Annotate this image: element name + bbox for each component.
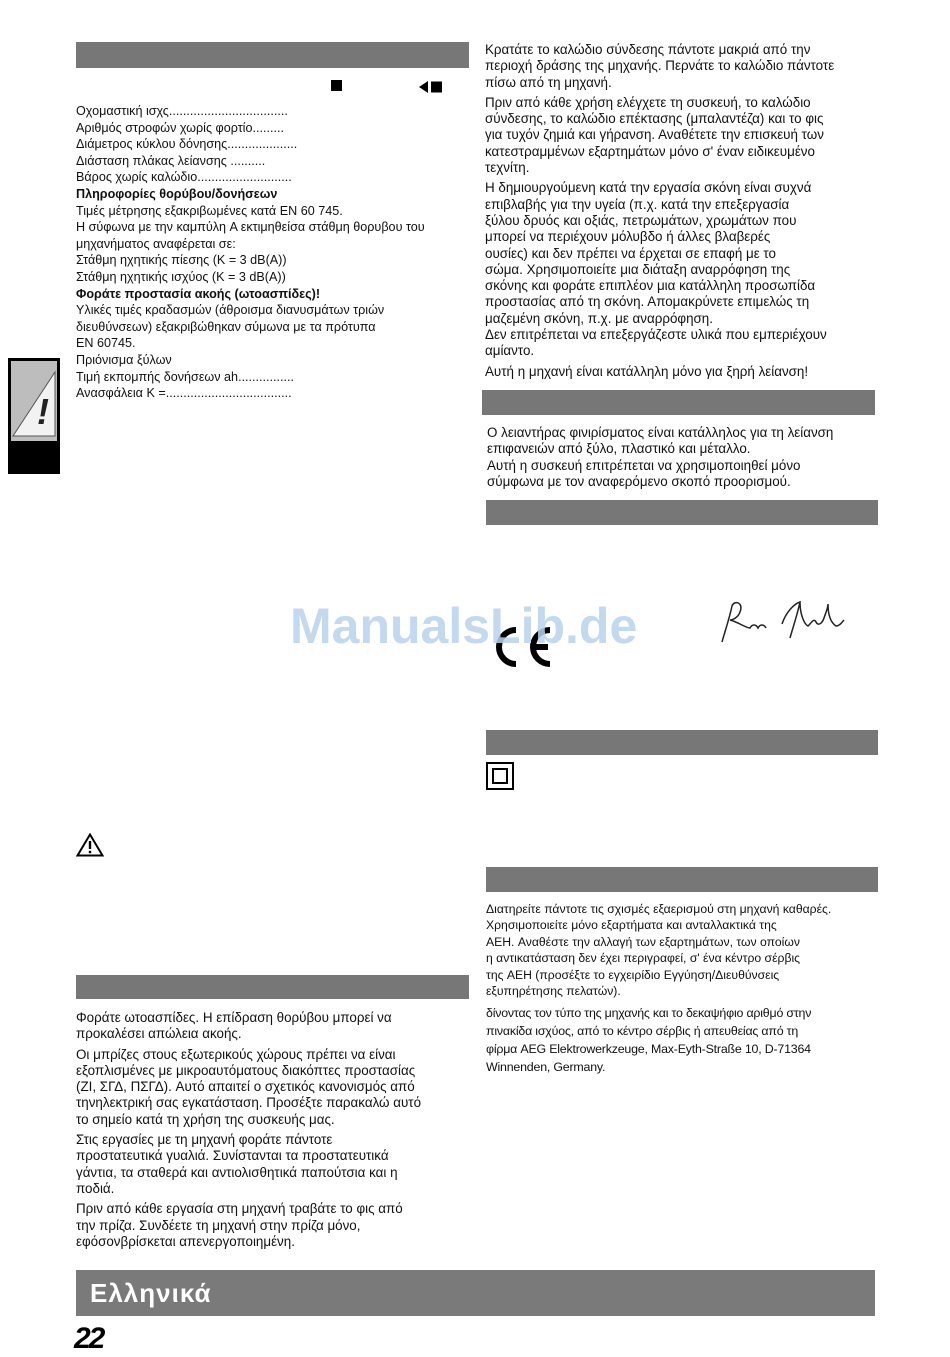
text-line: τηνηλεκτρική σας εγκατάσταση. Προσέξτε παρακαλώ αυτό — [76, 1095, 422, 1111]
text-line: πινακίδα ισχύος, από το κέντρο σέρβις ή απευθείας από τη — [486, 1024, 799, 1038]
spec-line: Διάσταση πλάκας λείανσης .......... — [76, 153, 266, 168]
symbols-header-bar — [486, 730, 878, 755]
text-line: προστασίας από τη σκόνη. Απομακρύνετε επιμελώς τη — [485, 294, 810, 310]
spec-line: Αριθμός στροφών χωρίς φορτίο......... — [76, 120, 284, 135]
text-line: κατεστραμμένων εξαρτημάτων μόνο σ' έναν ειδικευμένο — [485, 143, 815, 159]
text-line: Στις εργασίες με τη μηχανή φοράτε πάντοτε — [76, 1132, 333, 1148]
text-line: Αυτή η συσκευή επιτρέπεται να χρησιμοποιηθεί μόνο — [487, 457, 801, 473]
text-line: εφόσονβρίσκεται απενεργοποιημένη. — [76, 1233, 295, 1249]
text-line: σύνδεσης, το καλώδιο επέκτασης (μπαλαντέζα) και το φις — [485, 111, 824, 127]
text-line: μπορεί να περιέχουν μόλυβδο ή άλλες βλαβερές — [485, 229, 771, 245]
signature-icon — [716, 598, 846, 653]
text-line: σύμφωνα με τον αναφερόμενο σκοπό προορισμού. — [487, 473, 791, 489]
text-line: περιοχή δράσης της μηχανής. Περνάτε το καλώδιο πάντοτε — [485, 58, 835, 74]
text-line: ξύλου δρυός και οξιάς, πετρωμάτων, χρωμάτων που — [485, 212, 797, 228]
text-line: σκόνης και φοράτε επιπλέον μια κατάλληλη προσωπίδα — [485, 278, 816, 294]
vibration-line: Πριόνισμα ξύλων — [76, 352, 172, 367]
text-line: επιβλαβής για την υγεία (π.χ. κατά την επεξεργασία — [485, 196, 790, 212]
vibration-line: διευθύνσεων) εξακριβώθηκαν σύμωνα με τα πρότυπα — [76, 319, 376, 334]
text-line: εξυπηρέτησης πελατών). — [486, 984, 621, 999]
page-number: 22 — [74, 1322, 104, 1355]
text-line: Πριν από κάθε εργασία στη μηχανή τραβάτε το φις από — [76, 1201, 403, 1217]
text-line: Ο λειαντήρας φινιρίσματος είναι κατάλληλος για τη λείανση — [487, 425, 834, 440]
conformity-header-bar — [486, 500, 878, 525]
text-line: γάντια, τα σταθερά και αντιολισθητικά παπούτσια και η — [76, 1164, 398, 1180]
safety-paragraph — [76, 1132, 476, 1197]
text-line: προστατευτικά γυαλιά. Συνίστανται τα προστατευτικά — [76, 1148, 389, 1164]
text-line: (ZI, ΣΓΔ, ΠΣΓΔ). Αυτό απαιτεί ο σχετικός κανονισμός από — [76, 1079, 415, 1095]
language-label: Ελληνικά — [90, 1278, 212, 1308]
text-line: ουσίες) και δεν πρέπει να έρχεται σε επαφή με το — [485, 245, 776, 261]
tech-data-header-bar — [76, 42, 469, 68]
text-line: την πρίζα. Συνδέετε τη μηχανή στην πρίζα μόνο, — [76, 1217, 361, 1233]
noise-line: Η σύφωνα με την καμπύλη A εκτιμηθείσα στάθμη θορυβου του — [76, 220, 425, 235]
warning-triangle-icon — [76, 833, 104, 862]
text-line: της AEH (προσέξτε το εγχειρίδιο Εγγύηση/Διευθύνσεις — [486, 967, 780, 982]
safety-header-bar — [76, 975, 469, 999]
text-line: μαζεμένη σκόνη, π.χ. με αναρρόφηση. — [485, 310, 713, 326]
language-footer-bar — [76, 1270, 875, 1316]
double-square-icon — [486, 762, 514, 795]
text-line: η αντικατάσταση δεν έχει περιγραφεί, σ' ένα κέντρο σέρβις — [486, 951, 801, 966]
vibration-line: EN 60745. — [76, 336, 136, 351]
text-line: Πριν από κάθε χρήση ελέγχετε τη συσκευή, το καλώδιο — [485, 94, 811, 110]
noise-line: Στάθμη ηχητικής πίεσης (K = 3 dB(A)) — [76, 253, 287, 268]
text-line: Αυτή η μηχανή είναι κατάλληλη μόνο για ξηρή λείανση! — [485, 363, 809, 379]
text-line: σώμα. Χρησιμοποιείτε μια διάταξη αναρρόφηση της — [485, 261, 791, 277]
watermark: ManualsLib.de — [290, 598, 638, 654]
text-line: τεχνίτη. — [485, 160, 530, 176]
square-filled-icon — [331, 80, 342, 91]
vibration-line: Τιμή εκπομπής δονήσεων ah................ — [76, 369, 295, 384]
text-line: φίρμα AEG Elektrowerkzeuge, Max-Eyth-Straße 10, D-71364 — [486, 1042, 811, 1056]
spec-line: Διάμετρος κύκλου δόνησης.................... — [76, 137, 298, 152]
noise-heading: Πληροφορίες θορύβου/δονήσεων — [76, 186, 278, 201]
maintenance-text — [486, 901, 896, 999]
spec-list — [76, 103, 425, 402]
svg-text:!: ! — [37, 391, 49, 432]
text-line: Διατηρείτε πάντοτε τις σχισμές εξαερισμού στη μηχανή καθαρές. — [486, 902, 832, 916]
safety-paragraph — [485, 364, 885, 380]
text-line: Δεν επιτρέπεται να επεξεργάζεστε υλικά που εμπεριέχουν — [485, 327, 827, 343]
vibration-line: Ανασφάλεια K =.................................... — [76, 386, 292, 401]
safety-paragraph — [76, 1201, 476, 1250]
text-line: το σημείο κατά τη χρήση της συσκευής μας. — [76, 1111, 335, 1127]
noise-line: μηχανήματος αναφέρεται σε: — [76, 236, 236, 251]
text-line: αμίαντο. — [485, 343, 535, 359]
ear-protection-heading: Φοράτε προστασία ακοής (ωτοασπίδες)! — [76, 286, 321, 301]
maintenance-header-bar — [486, 867, 878, 892]
usage-text — [487, 425, 887, 490]
arrow-square-icon — [419, 80, 447, 98]
text-line: επιφανειών από ξύλο, πλαστικό και μέταλλο. — [487, 441, 751, 457]
text-line: Οι μπρίζες στους εξωτερικούς χώρους πρέπει να είναι — [76, 1046, 396, 1062]
spec-line: Οχομαστική ισχς.................................. — [76, 104, 288, 118]
text-line: AEH. Αναθέστε την αλλαγή των εξαρτημάτων, των οποίων — [486, 934, 800, 949]
text-line: Χρησιμοποιείτε μόνο εξαρτήματα και ανταλλακτικά της — [486, 918, 777, 933]
text-line: Φοράτε ωτοασπίδες. Η επίδραση θορύβου μπορεί να — [76, 1010, 392, 1025]
noise-line: Στάθμη ηχητικής ισχύος (K = 3 dB(A)) — [76, 269, 286, 284]
vibration-line: Υλικές τιμές κραδασμών (άθροισμα διανυσμάτων τριών — [76, 303, 385, 318]
safety-paragraph — [485, 42, 885, 91]
text-line: προκαλέσει απώλεια ακοής. — [76, 1026, 242, 1042]
text-line: Winnenden, Germany. — [486, 1060, 606, 1074]
spec-line: Βάρος χωρίς καλώδιο........................... — [76, 170, 292, 185]
warning-tab-icon — [8, 358, 60, 474]
text-line: ποδιά. — [76, 1180, 115, 1196]
text-line: πίσω από τη μηχανή. — [485, 74, 612, 90]
text-line: Κρατάτε το καλώδιο σύνδεσης πάντοτε μακριά από την — [485, 42, 811, 57]
safety-paragraph — [76, 1010, 476, 1043]
text-line: δίνοντας τον τύπο της μηχανής και το δεκαψήφιο αριθμό στην — [486, 1006, 812, 1020]
safety-paragraph — [485, 180, 885, 359]
safety-text — [76, 1010, 476, 1254]
safety-paragraph — [485, 95, 885, 176]
text-line: Η δημιουργούμενη κατά την εργασία σκόνη είναι συχνά — [485, 180, 812, 196]
cable-dust-text — [485, 42, 885, 384]
service-text — [486, 1004, 886, 1076]
noise-line: Τιμές μέτρησης εξακριβωμένες κατά EN 60 745. — [76, 203, 343, 218]
usage-header-bar — [482, 390, 875, 415]
text-line: εξοπλισμένες με μικροαυτόματους διακόπτες προστασίας — [76, 1062, 416, 1078]
text-line: για τυχόν ζημιά και γήρανση. Αναθέτετε την επισκευή των — [485, 127, 824, 143]
safety-paragraph — [76, 1047, 476, 1128]
